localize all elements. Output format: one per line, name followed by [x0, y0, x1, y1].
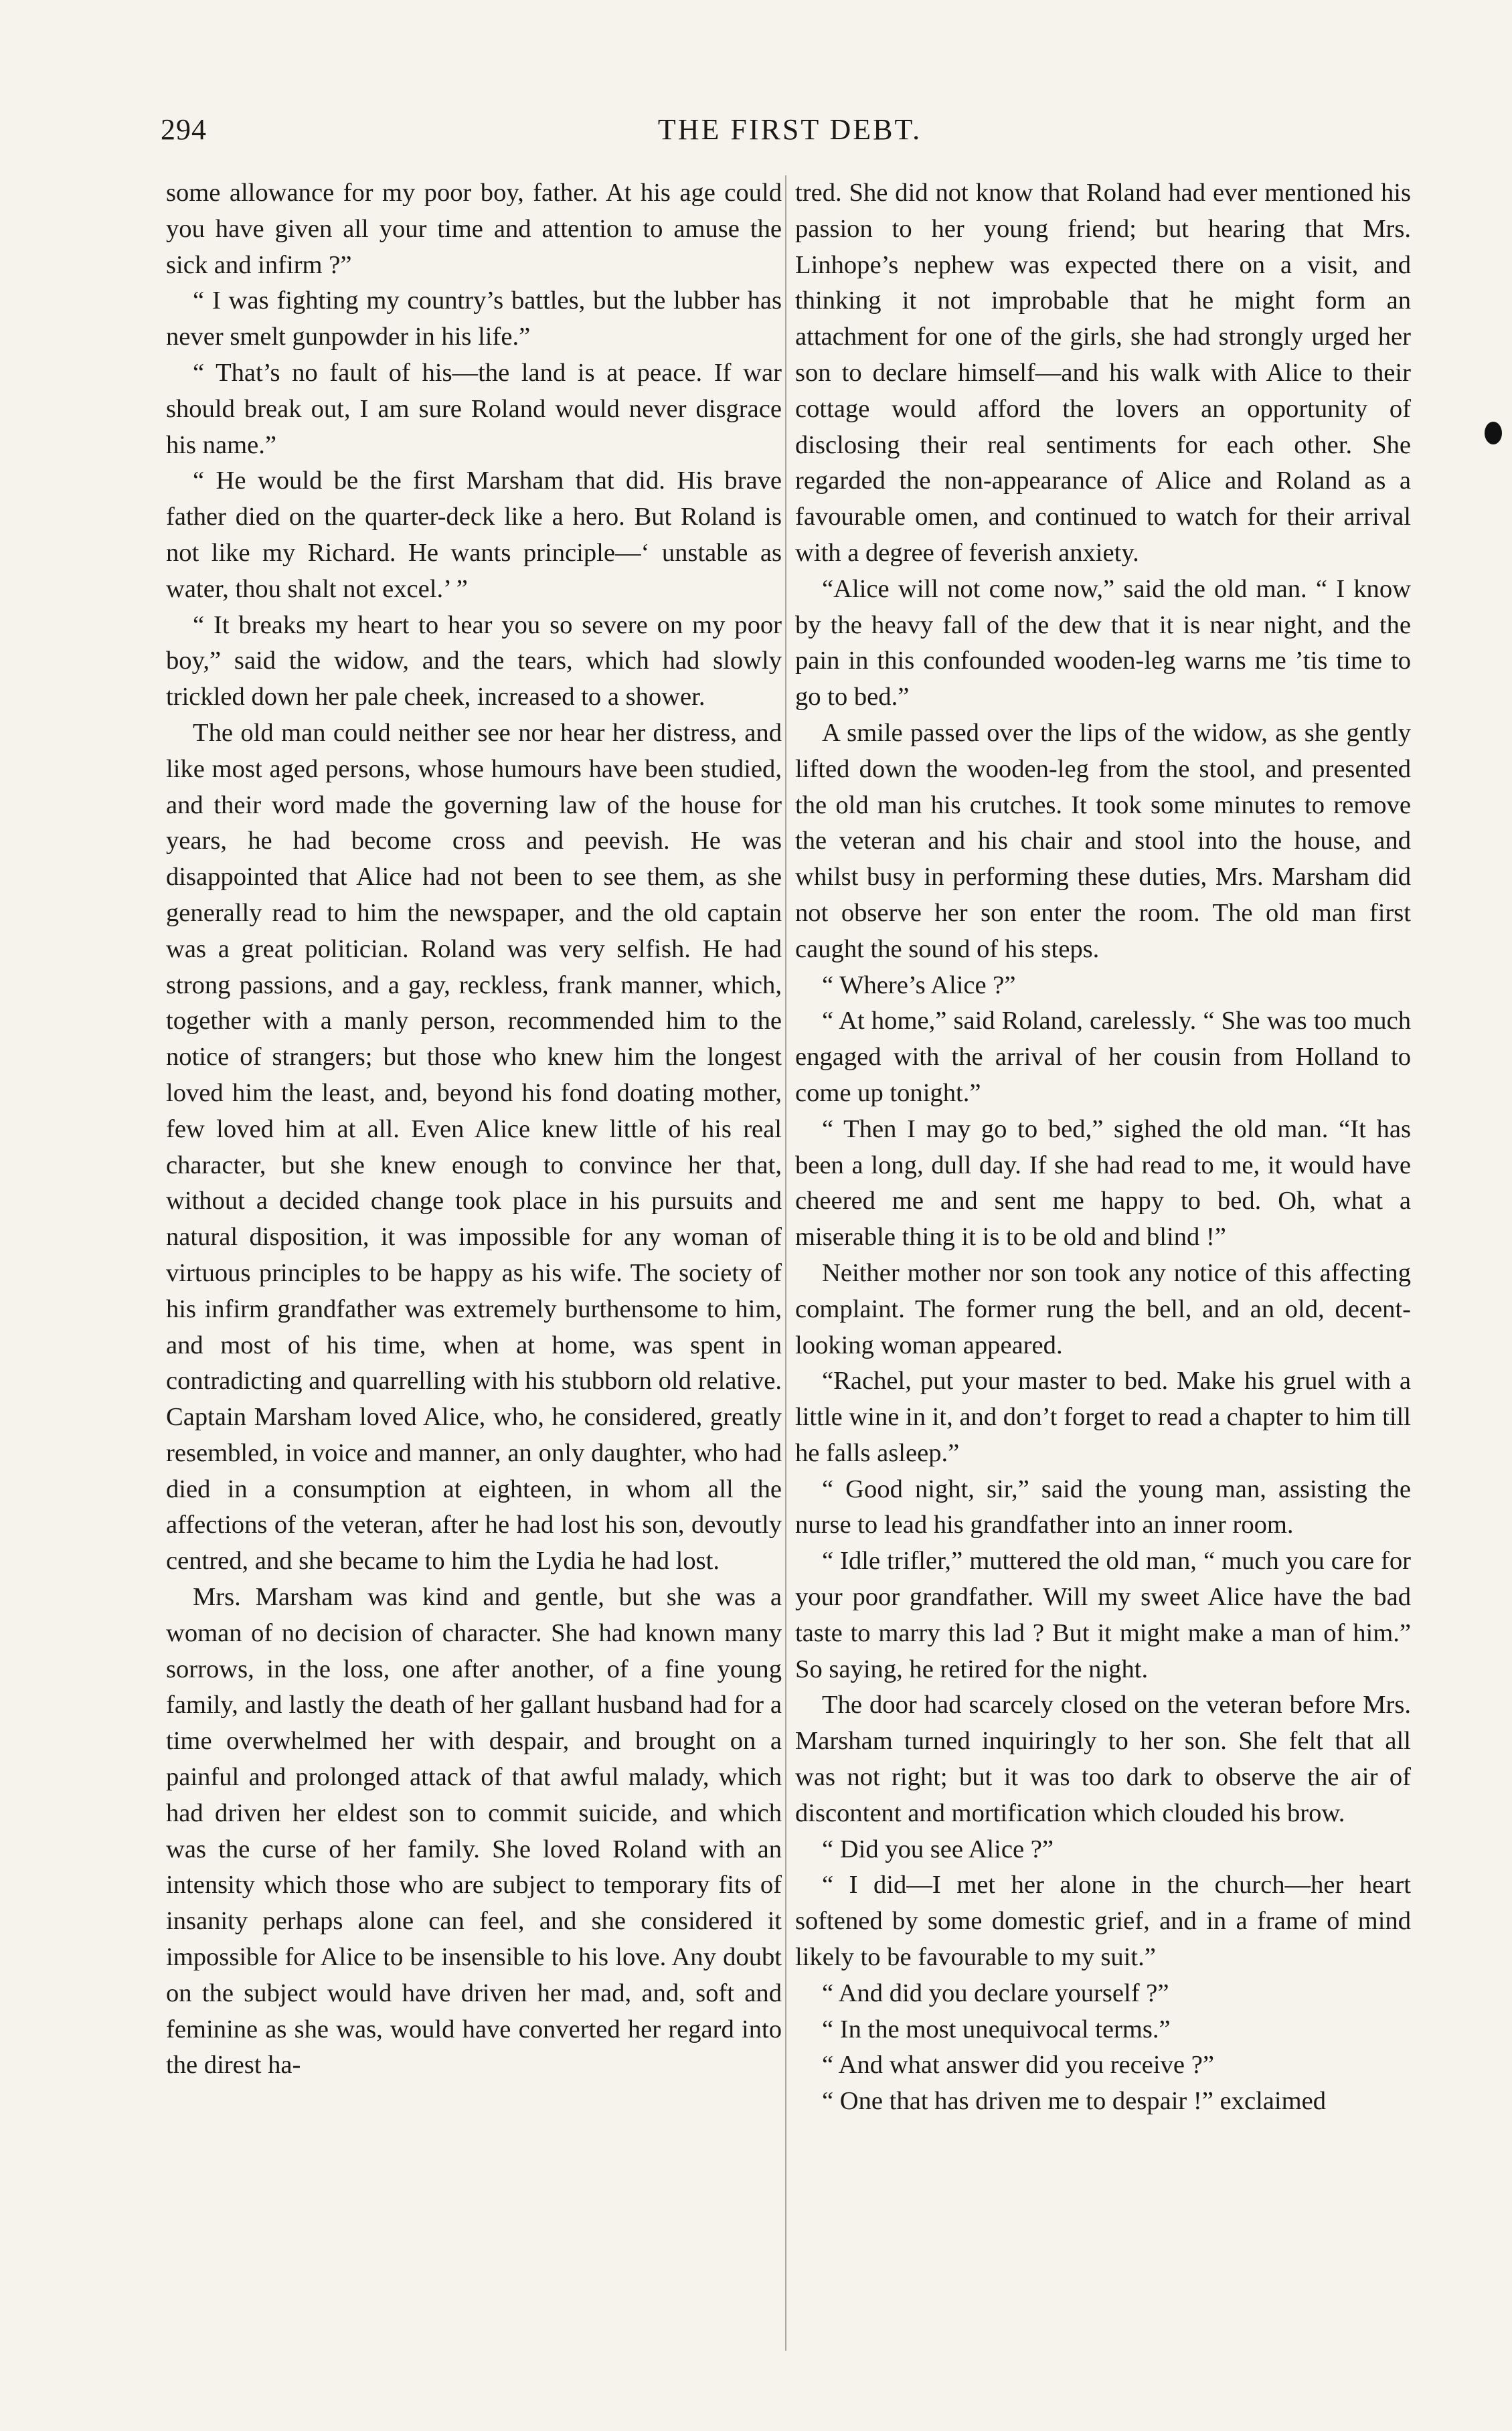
paragraph: The door had scarcely closed on the veteran before Mrs. Marsham turned inquiringly to her son. She felt that all was not right; but it was too dark to observe the air of discontent and mortification which clouded his brow.: [795, 1691, 1411, 1827]
paragraph: “ Did you see Alice ?”: [822, 1835, 1054, 1863]
paragraph: “ At home,” said Roland, carelessly. “ She was too much engaged with the arrival of her cousin from Holland to come up tonight.”: [795, 1007, 1411, 1107]
paragraph: “ He would be the first Marsham that did. His brave father died on the quarter-deck like a hero. But Roland is not like my Richard. He wants principle—‘ unstable as water, thou shalt not excel.’ ”: [166, 467, 782, 603]
paragraph: The old man could neither see nor hear her distress, and like most aged persons, whose humours have been studied, and their word made the governing law of the house for years, he had become cross and peevish. He was disappointed that Alice had not been to see them, as she generally read to him the newspaper, and the old captain was a great politician. Roland was very selfish. He had strong passions, and a gay, reckless, frank manner, which, together with a manly person, recommended him to the notice of strangers; but those who knew him the longest loved him the least, and, beyond his fond doating mother, few loved him at all. Even Alice knew little of his real character, but she knew enough to convince her that, without a decided change took place in his pursuits and natural disposition, it was impossible for any woman of virtuous principles to be happy as his wife. The society of his infirm grandfather was extremely burthensome to him, and most of his time, when at home, was spent in contradicting and quarrelling with his stubborn old relative. Captain Marsham loved Alice, who, he considered, greatly resembled, in voice and manner, an only daughter, who had died in a consumption at eighteen, in whom all the affections of the veteran, after he had lost his son, devoutly centred, and she became to him the Lydia he had lost.: [166, 718, 782, 1576]
paragraph: some allowance for my poor boy, father. At his age could you have given all your time and attention to amuse the sick and infirm ?”: [166, 179, 782, 279]
right-column: [795, 175, 1411, 2120]
column-divider: [785, 175, 786, 2351]
paragraph: “ I did—I met her alone in the church—her heart softened by some domestic grief, and in a frame of mind likely to be favourable to my suit.”: [795, 1871, 1411, 1972]
paragraph: “ And did you declare yourself ?”: [822, 1979, 1169, 2007]
paragraph: tred. She did not know that Roland had ever mentioned his passion to her young friend; but hearing that Mrs. Linhope’s nephew was expected there on a visit, and thinking it not improbable that he might form an attachment for one of the girls, she had strongly urged her son to declare himself—and his walk with Alice to their cottage would afford the lovers an opportunity of disclosing their real sentiments for each other. She regarded the non-appearance of Alice and Roland as a favourable omen, and continued to watch for their arrival with a degree of feverish anxiety.: [795, 179, 1411, 567]
page-number: 294: [161, 113, 207, 146]
paragraph: “ It breaks my heart to hear you so severe on my poor boy,” said the widow, and the tears, which had slowly trickled down her pale cheek, increased to a shower.: [166, 610, 782, 711]
paragraph: Neither mother nor son took any notice of this affecting complaint. The former rung the bell, and an old, decent-looking woman appeared.: [795, 1258, 1411, 1359]
paragraph: “ Good night, sir,” said the young man, assisting the nurse to lead his grandfather into an inner room.: [795, 1475, 1411, 1539]
paragraph: “ In the most unequivocal terms.”: [822, 2015, 1171, 2043]
page-title: THE FIRST DEBT.: [657, 113, 922, 146]
paragraph: “ I was fighting my country’s battles, but the lubber has never smelt gunpowder in his life.”: [166, 286, 782, 351]
paragraph: “ And what answer did you receive ?”: [822, 2051, 1214, 2080]
paragraph: A smile passed over the lips of the widow, as she gently lifted down the wooden-leg from the stool, and presented the old man his crutches. It took some minutes to remove the veteran and his chair and stool into the house, and whilst busy in performing these duties, Mrs. Marsham did not observe her son enter the room. The old man first caught the sound of his steps.: [795, 718, 1411, 963]
paragraph: “Rachel, put your master to bed. Make his gruel with a little wine in it, and don’t forget to read a chapter to him till he falls asleep.”: [795, 1367, 1411, 1467]
paragraph: “ Where’s Alice ?”: [822, 971, 1016, 999]
paragraph: “Alice will not come now,” said the old man. “ I know by the heavy fall of the dew that it is near night, and the pain in this confounded wooden-leg warns me ’tis time to go to bed.”: [795, 574, 1411, 711]
running-head: [161, 112, 1419, 159]
paragraph: “ That’s no fault of his—the land is at peace. If war should break out, I am sure Roland would never disgrace his name.”: [166, 358, 782, 459]
paragraph: “ Idle trifler,” muttered the old man, “ much you care for your poor grandfather. Will my sweet Alice have the bad taste to marry this lad ? But it might make a man of him.” So saying, he retired for the night.: [795, 1547, 1411, 1683]
paragraph: “ Then I may go to bed,” sighed the old man. “It has been a long, dull day. If she had read to me, it would have cheered me and sent me happy to bed. Oh, what a miserable thing it is to be old and blind !”: [795, 1114, 1411, 1252]
paragraph: Mrs. Marsham was kind and gentle, but she was a woman of no decision of character. She had known many sorrows, in the loss, one after another, of a fine young family, and lastly the death of her gallant husband had for a time overwhelmed her with despair, and brought on a painful and prolonged attack of that awful malady, which had driven her eldest son to commit suicide, and which was the curse of her family. She loved Roland with an intensity which those who are subject to temporary fits of insanity perhaps alone can feel, and she considered it impossible for Alice to be insensible to his love. Any doubt on the subject would have driven her mad, and, soft and feminine as she was, would have converted her regard into the direst ha-: [166, 1583, 782, 2080]
ink-blot-mark: [1485, 422, 1502, 444]
paragraph: “ One that has driven me to despair !” exclaimed: [822, 2087, 1327, 2116]
left-column: [166, 175, 782, 2084]
